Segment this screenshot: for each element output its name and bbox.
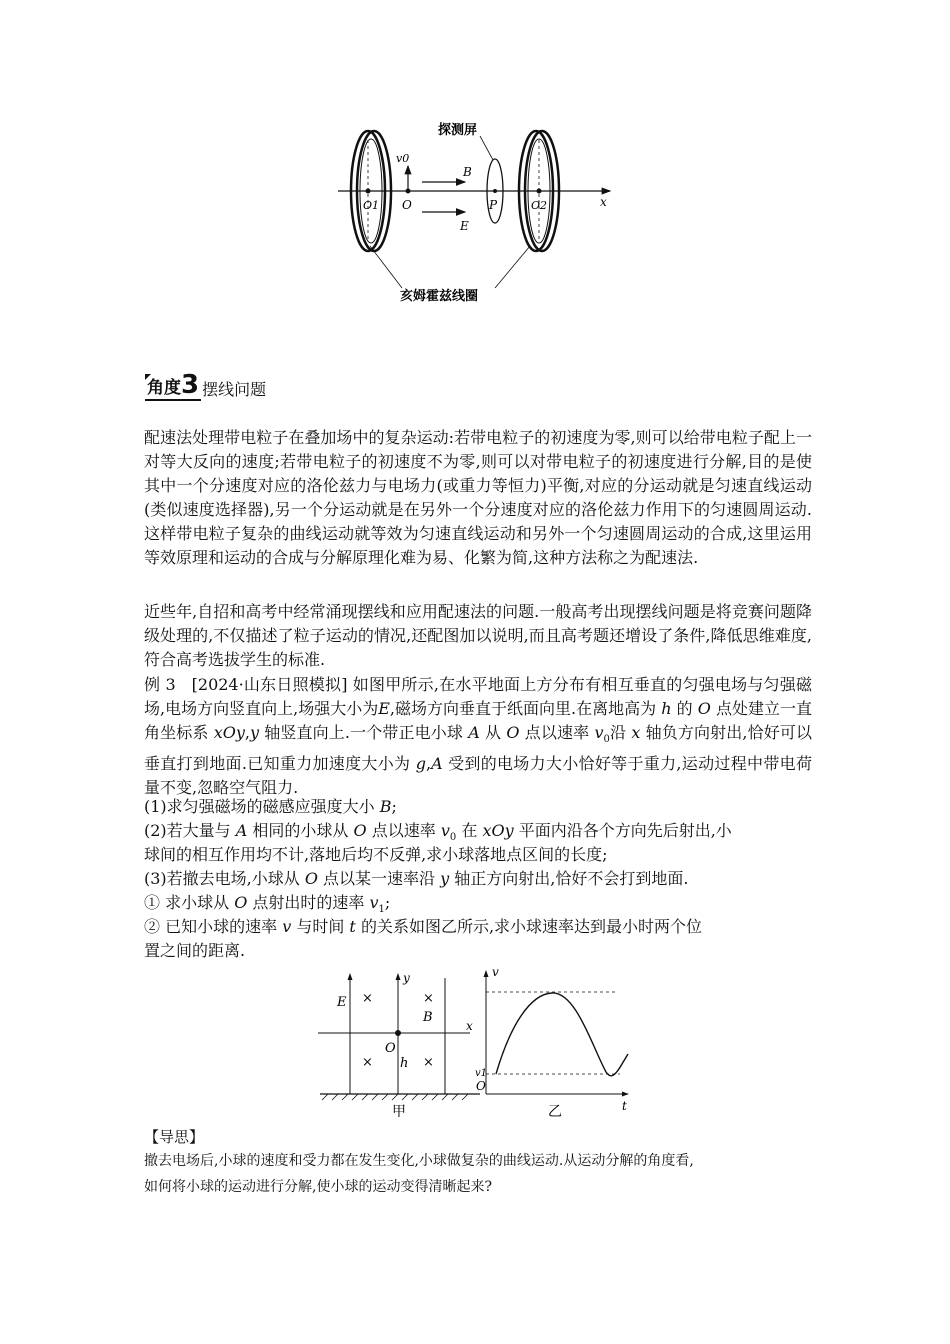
- figure-yi: [475, 966, 628, 1120]
- cross-mark: ×: [423, 991, 434, 1006]
- cross-mark: ×: [362, 991, 373, 1006]
- coil-label: 亥姆霍兹线圈: [400, 289, 479, 304]
- point-p: [493, 189, 497, 193]
- example-3-stem: 例 3 [2024·山东日照模拟] 如图甲所示,在水平地面上方分布有相互垂直的匀强电场与匀强磁场,电场方向竖直向上,场强大小为E,磁场方向垂直于纸面向里.在离地高为 h 的 O 点处建立一直角坐标系 xOy,y 轴竖直向上.一个带正电小球 A 从 O 点以速率 $v_0$沿 x 轴负方向射出,恰好可以垂直打到地面.已知重力加速度大小为 g,A 受到的电场力大小恰好等于重力,运动过程中带电荷量不变,忽略空气阻力.: [144, 675, 812, 798]
- v0-label: v0: [396, 152, 410, 165]
- question-3-2-cont: 置之间的距离.: [144, 941, 246, 960]
- height-label: h: [400, 1056, 409, 1071]
- screen-label: 探测屏: [438, 123, 478, 138]
- question-3: (3)若撤去电场,小球从 O 点以某一速率沿 y 轴正方向射出,恰好不会打到地面.: [144, 869, 689, 888]
- question-3-1: ① 求小球从 O 点射出时的速率 $v_1$;: [144, 893, 391, 916]
- cross-mark: ×: [423, 1055, 434, 1070]
- section-heading: [145, 370, 267, 401]
- p-label: P: [489, 198, 498, 212]
- caption-jia: 甲: [392, 1104, 406, 1120]
- origin-label-right: O: [476, 1079, 486, 1093]
- y-axis-label: y: [403, 971, 410, 985]
- intro-paragraph: 配速法处理带电粒子在叠加场中的复杂运动:若带电粒子的初速度为零,则可以给带电粒子配上一对等大反向的速度;若带电粒子的初速度不为零,则可以对带电粒子的初速度进行分解,目的是使其中一个分速度对应的洛伦兹力与电场力(或重力等恒力)平衡,对应的分运动就是匀速直线运动(类似速度选择器),另一个分运动就是在另外一个分速度对应的洛伦兹力作用下的匀速圆周运动.这样带电粒子复杂的曲线运动就等效为匀速直线运动和另外一个匀速圆周运动的合成,这里运用等效原理和运动的合成与分解原理化难为易、化繁为简,这种方法称之为配速法.: [144, 428, 812, 567]
- x-label: x: [600, 195, 607, 209]
- guide-line-2: 如何将小球的运动进行分解,使小球的运动变得清晰起来?: [144, 1179, 492, 1195]
- section-title: 摆线问题: [202, 380, 267, 399]
- velocity-curve: [496, 993, 628, 1076]
- guide-line-1: 撤去电场后,小球的速度和受力都在发生变化,小球做复杂的曲线运动.从运动分解的角度看,: [144, 1153, 694, 1169]
- o2-label: O2: [531, 199, 548, 212]
- question-2-cont: 球间的相互作用均不计,落地后均不反弹,求小球落地点区间的长度;: [144, 845, 608, 864]
- field-and-velocity-figure: [310, 966, 640, 1126]
- caption-yi: 乙: [548, 1104, 562, 1120]
- question-2: (2)若大量与 A 相同的小球从 O 点以速率 $v_0$ 在 xOy 平面内沿各个方向先后射出,小: [144, 821, 732, 844]
- question-1: (1)求匀强磁场的磁感应强度大小 B;: [144, 797, 397, 816]
- o-label: O: [402, 198, 412, 212]
- point-o1: [366, 189, 371, 194]
- e-field-label: E: [337, 995, 347, 1010]
- o1-label: O1: [363, 199, 380, 212]
- point-o2: [537, 189, 542, 194]
- e-label: E: [460, 219, 469, 233]
- question-3-2: ② 已知小球的速率 v 与时间 t 的关系如图乙所示,求小球速率达到最小时两个位: [144, 917, 703, 936]
- cross-mark: ×: [362, 1055, 373, 1070]
- origin-point: [395, 1030, 401, 1036]
- helmholtz-coil-figure: [330, 118, 630, 308]
- figure-jia: [318, 971, 480, 1120]
- v1-label: v1: [475, 1068, 488, 1079]
- exam-paragraph: 近些年,自招和高考中经常涌现摆线和应用配速法的问题.一般高考出现摆线问题是将竞赛问题降级处理的,不仅描述了粒子运动的情况,还配图加以说明,而且高考题还增设了条件,降低思维难度,符合高考选拔学生的标准.: [144, 602, 812, 669]
- section-badge: 角度3: [147, 370, 200, 400]
- b-label: B: [463, 165, 472, 179]
- t-axis-label: t: [622, 1099, 627, 1113]
- origin-label: O: [385, 1041, 396, 1056]
- v-axis-label: v: [492, 966, 499, 979]
- b-field-label: B: [423, 1010, 433, 1025]
- x-axis-label: x: [466, 1019, 473, 1033]
- guide-title: 【导思】: [144, 1128, 205, 1146]
